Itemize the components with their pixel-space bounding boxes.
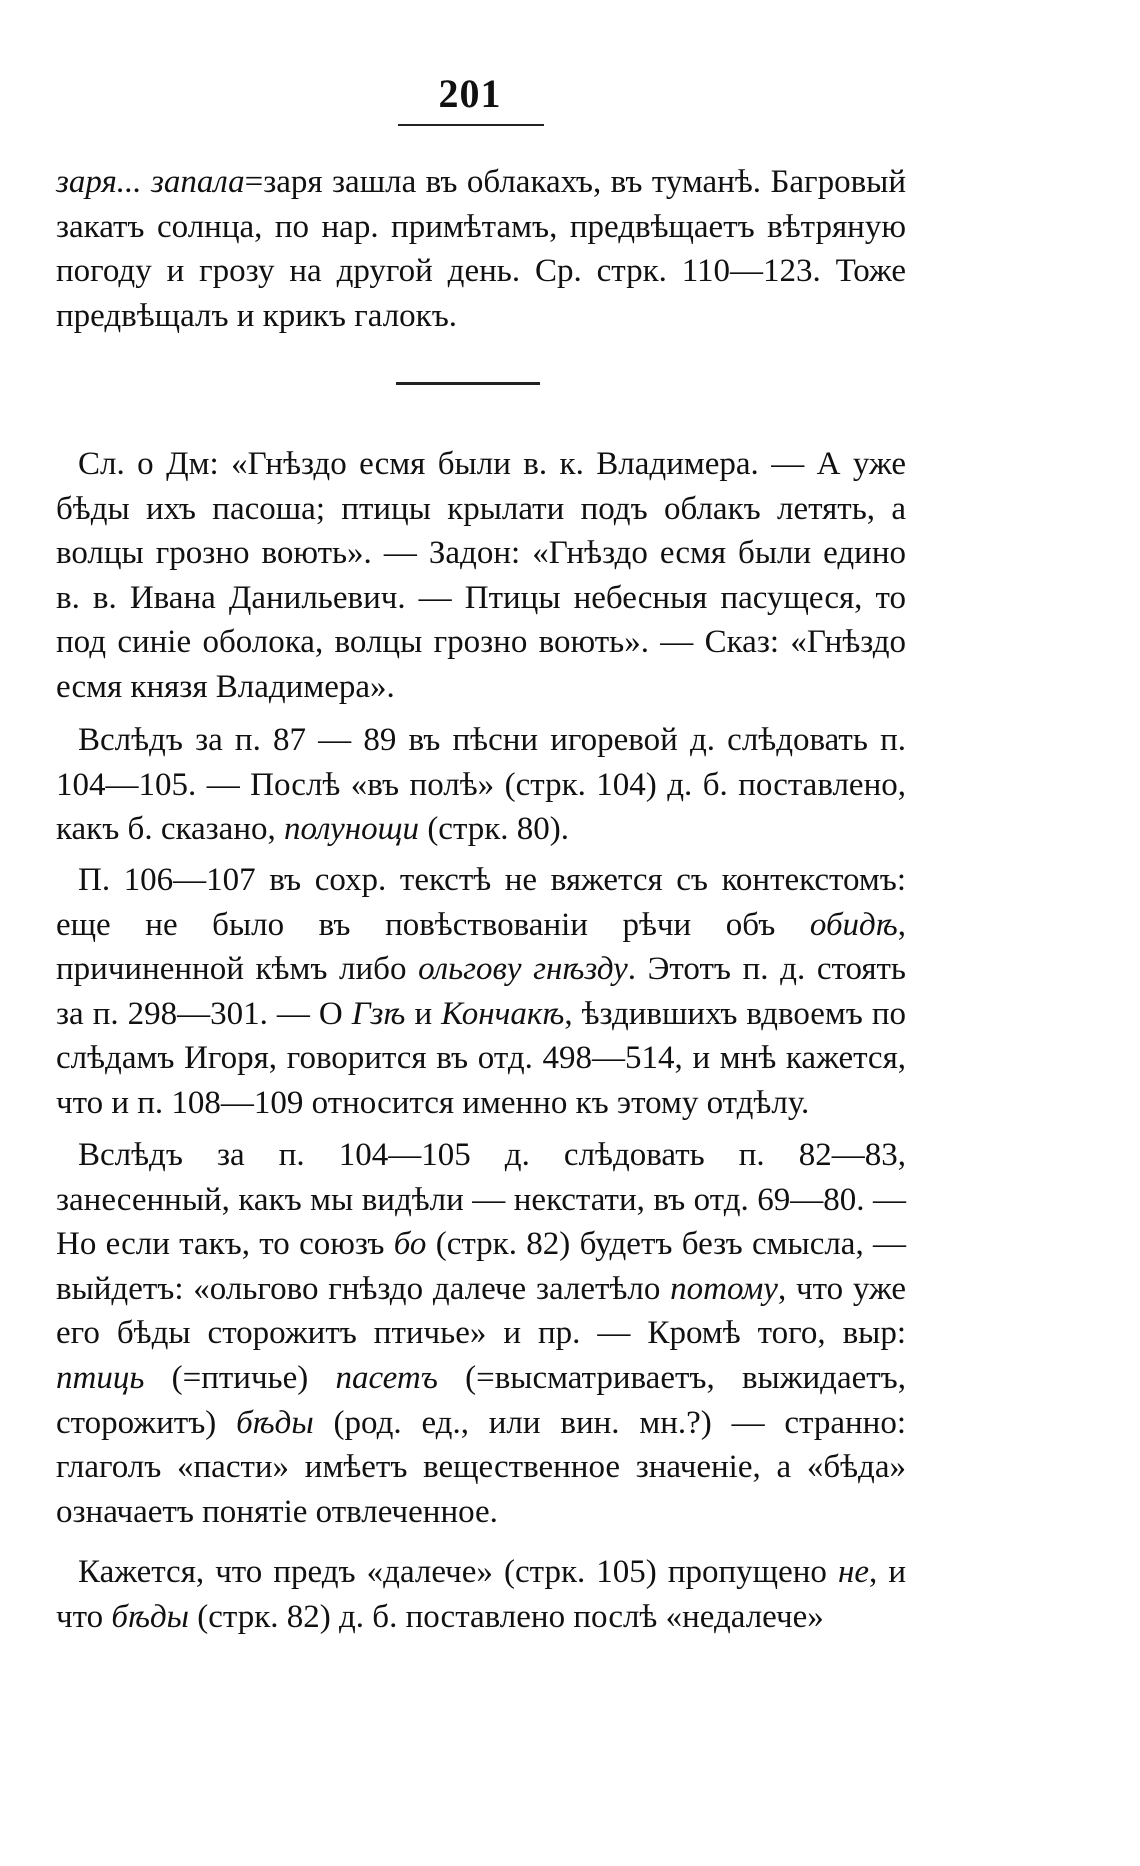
text-run: Сл. о Дм: «Гнѣздо есмя были в. к. Владимера. — А уже бѣды ихъ пасоша; птицы крылати подъ облакъ летять, а волцы грозно воють». — Задон: «Гнѣздо есмя были едино в. в. Ивана Данильевич. — Птицы небесныя пасущеся, то под синіе оболока, волцы грозно воють». — Сказ: «Гнѣздо есмя князя Владимера». xyxy=(56,446,906,705)
italic-term: полунощи xyxy=(284,811,420,848)
text-run: Кажется, что предъ «далече» (стрк. 105) пропущено xyxy=(78,1554,838,1590)
paragraph-5 xyxy=(56,1133,906,1534)
text-run: , причиненной кѣмъ либо xyxy=(56,906,906,988)
text-run: , ѣздившихъ вдвоемъ по слѣдамъ Игоря, говорится въ отд. 498—514, и мнѣ кажется, что и п. 108—109 относится именно къ этому отдѣлу. xyxy=(56,995,906,1121)
italic-term: обидѣ xyxy=(809,906,898,943)
paragraph-4 xyxy=(56,858,906,1126)
text-run: и xyxy=(405,995,442,1032)
paragraph-2 xyxy=(56,442,906,710)
text-run: (род. ед., или вин. мн.?) — странно: глаголъ «пасти» имѣетъ вещественное значеніе, а «бѣда» означаетъ понятіе отвлеченное. xyxy=(56,1404,907,1530)
text-run: (стрк. 82) д. б. поставлено послѣ «недалече» xyxy=(189,1598,824,1635)
italic-term: не xyxy=(837,1554,870,1590)
italic-term: бѣды xyxy=(111,1598,189,1635)
italic-term: Кончакѣ xyxy=(441,995,565,1032)
text-run: , и что xyxy=(56,1554,906,1635)
text-run: (стрк. 80). xyxy=(419,811,570,848)
italic-term: пасетъ xyxy=(335,1359,438,1396)
text-run: Вслѣдъ за п. 87 — 89 въ пѣсни игоревой д. слѣдовать п. 104—105. — Послѣ «въ полѣ» (стрк. 104) д. б. поставлено, какъ б. сказано, xyxy=(56,722,906,848)
text-run: , что уже его бѣды сторожитъ птичье» и пр. — Кромѣ того, выр: xyxy=(56,1270,906,1352)
text-run: Вслѣдъ за п. 104—105 д. слѣдовать п. 82—83, занесенный, какъ мы видѣли — некстати, въ отд. 69—80. — Но если такъ, то союзъ xyxy=(56,1137,906,1263)
italic-term: Гзѣ xyxy=(351,995,406,1032)
paragraph-1 xyxy=(56,160,906,338)
text-run: (=высматриваетъ, выжидаетъ, сторожитъ) xyxy=(56,1359,906,1441)
text-run: П. 106—107 въ сохр. текстѣ не вяжется съ контекстомъ: еще не было въ повѣствованіи рѣчи объ xyxy=(56,862,906,943)
page-number-rule xyxy=(398,124,544,126)
italic-term: птиць xyxy=(56,1359,145,1396)
italic-term: заря... xyxy=(56,164,151,200)
italic-term: запала xyxy=(150,164,245,200)
paragraph-6 xyxy=(56,1550,906,1639)
text-run: (стрк. 82) будетъ безъ смысла, — выйдетъ: «ольгово гнѣздо далече залетѣло xyxy=(56,1226,907,1307)
italic-term: ольгову гнѣзду xyxy=(418,951,628,988)
section-divider xyxy=(396,382,540,385)
italic-term: потому xyxy=(670,1270,778,1307)
paragraph-3 xyxy=(56,718,906,852)
page-number: 201 xyxy=(438,71,502,116)
text-run: (=птичье) xyxy=(144,1359,336,1396)
text-run: =заря зашла въ облакахъ, въ туманѣ. Багровый закатъ солнца, по нар. примѣтамъ, предвѣщаетъ вѣтряную погоду и грозу на другой день. Ср. стрк. 110—123. Тоже предвѣщалъ и крикъ галокъ. xyxy=(56,164,906,334)
italic-term: бо xyxy=(393,1226,427,1263)
text-run: . Этотъ п. д. стоять за п. 298—301. — О xyxy=(56,951,906,1032)
italic-term: бѣды xyxy=(236,1404,314,1441)
